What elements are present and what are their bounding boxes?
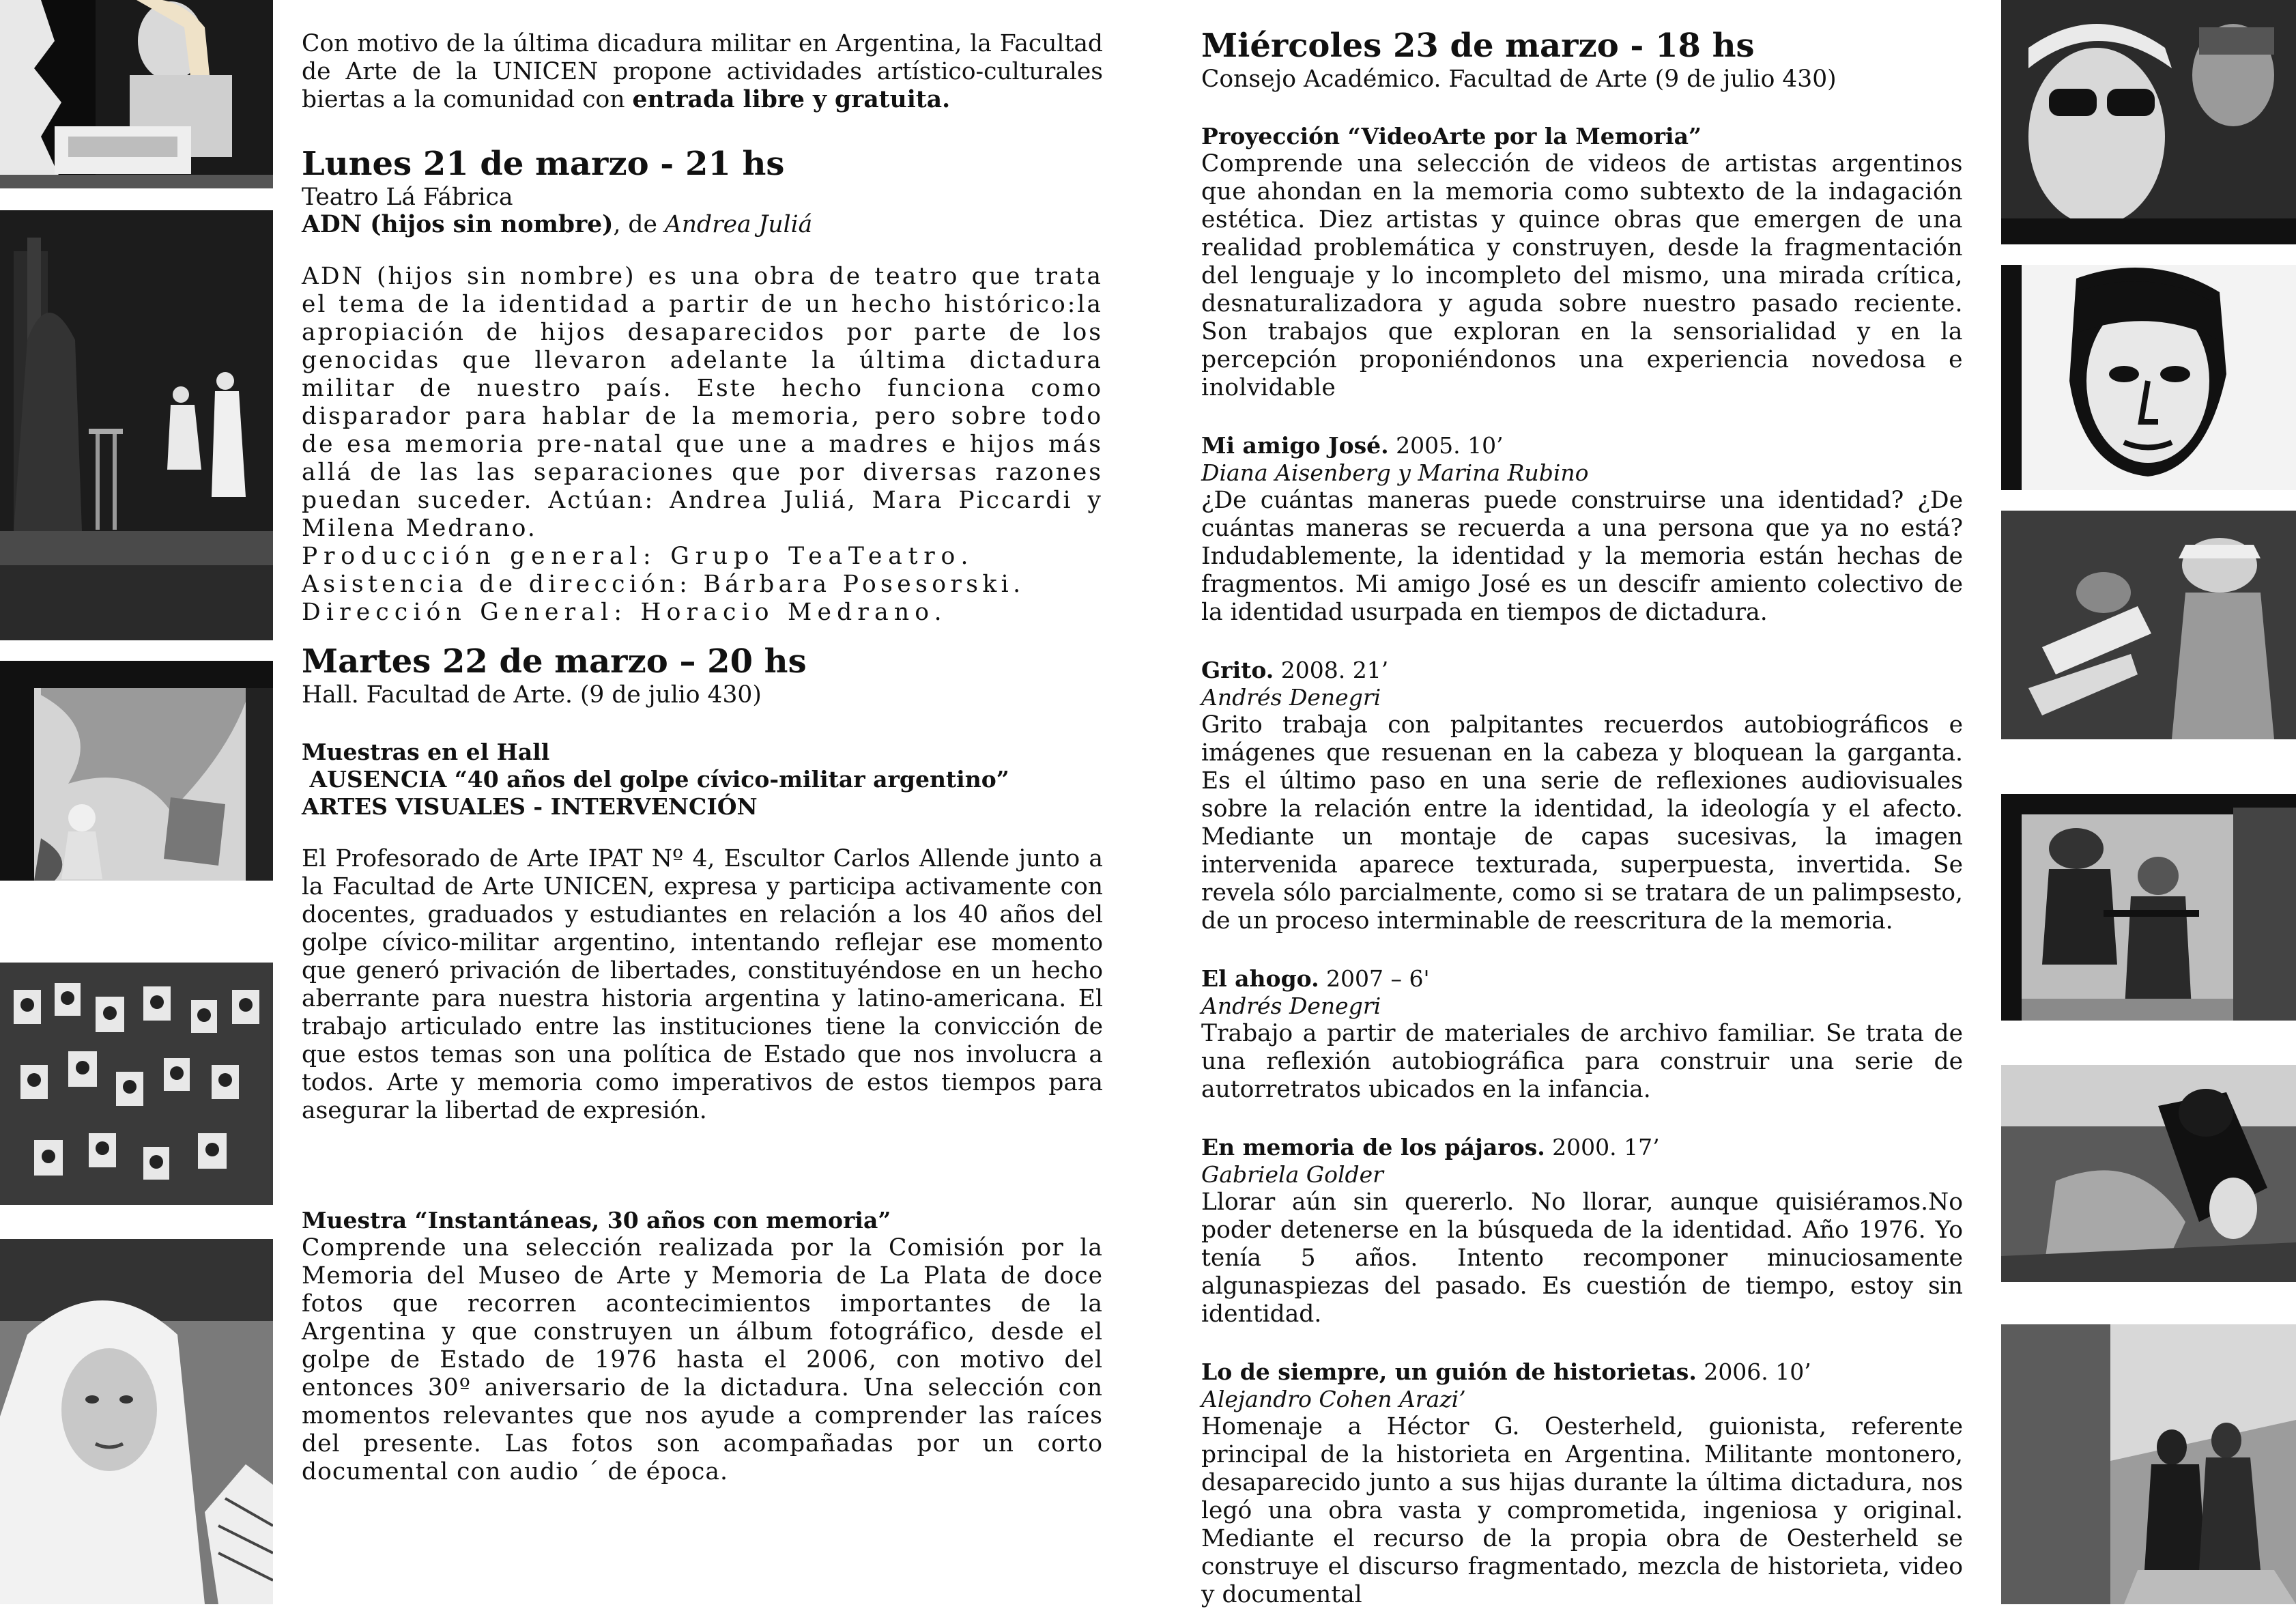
monday-body: ADN (hijos sin nombre) es una obra de teatro que trata el tema de la identidad a partir de un hecho histórico:la apropiación de hijos desaparecidos por parte de los genocidas que llevaron adelante la última dictadura militar de nuestro país. Este hecho funciona como disparador para hablar de la memoria, pero sobre todo de esa memoria pre-natal que une a madres e hijos más allá de las las separaciones que por diversas razones puedan suceder. Actúan: Andrea Juliá, Mara Piccardi y Milena Medrano. (302, 263, 1103, 542)
tuesday-venue: Hall. Facultad de Arte. (9 de julio 430) (302, 681, 762, 709)
struggle-still (2001, 1065, 2296, 1282)
instantaneas-title: Muestra “Instantáneas, 30 años con memoria” (302, 1207, 891, 1234)
street-soldiers-still (2001, 794, 2296, 1021)
film-name: El ahogo. (1201, 965, 1319, 992)
film-meta: 2005. 10’ (1388, 432, 1504, 459)
film-name: Lo de siempre, un guión de historietas. (1201, 1358, 1697, 1385)
film-meta: 2008. 21’ (1274, 657, 1389, 683)
monday-venue: Teatro Lá Fábrica (302, 184, 513, 211)
monday-credit-director: Dirección General: Horacio Medrano. (302, 599, 947, 626)
tuesday-title-3: ARTES VISUALES - INTERVENCIÓN (302, 793, 758, 820)
comic-illustration-photo (0, 661, 273, 881)
film-name: Grito. (1201, 657, 1274, 683)
film-body: ¿De cuántas maneras puede construirse una identidad? ¿De cuántas maneras se recuerda a una persona que ya no está? Indudablemente, la identidad y la memoria están hechas de fragmentos. Mi amigo José es un descifr amiento colectivo de la identidad usurpada en tiempos de dictadura. (1201, 487, 1963, 626)
film-title (1201, 657, 1963, 684)
intro-text: Con motivo de la última dicadura militar en Argentina, la Facultad de Arte de la UNICEN propone actividades artístico-culturales biertas a la comunidad con (302, 30, 1103, 113)
monday-credit-assistant: Asistencia de dirección: Bárbara Posesorski. (302, 571, 1025, 598)
film-body: Llorar aún sin quererlo. No llorar, aunque quisiéramos.No poder detenerse en la búsqueda de la identidad. Año 1976. Yo tenía 5 años. Intento recomponer minuciosamente algunaspiezas del pasado. Es cuestión de tiempo, estoy sin identidad. (1201, 1188, 1963, 1328)
right-column (1201, 26, 1963, 1609)
monday-credit-production: Producción general: Grupo TeaTeatro. (302, 543, 975, 570)
film-meta: 2007 – 6' (1319, 965, 1430, 992)
film-author: Andrés Denegri (1201, 684, 1381, 711)
film-meta: 2006. 10’ (1696, 1358, 1811, 1385)
stage-play-photo (0, 210, 273, 640)
film-title (1201, 965, 1963, 993)
projection-body: Comprende una selección de videos de artistas argentinos que ahondan en la memoria como subtexto de la indagación estética. Diez artistas y quince obras que emergen de una realidad problemática y construyen, desde la fragmentación del lenguaje y lo incompleto del mismo, una mirada crítica, desnaturalizadora y aguda sobre nuestro pasado reciente. Son trabajos que exploran en la sensorialidad y en la percepción proponiéndonos una experiencia novedosa e inolvidable (1201, 150, 1963, 401)
tuesday-title-2: AUSENCIA “40 años del golpe cívico-militar argentino” (302, 766, 1009, 793)
film-body: Grito trabaja con palpitantes recuerdos autobiográficos e imágenes que resuenan en la cabeza y bloquean la garganta. Es el último paso en una serie de reflexiones audiovisuales sobre la relación entre la identidad, la ideología y el afecto. Mediante un montaje de capas sucesivas, la imagen intervenida aparece texturada, superpuesta, invertida. Se revela sólo parcialmente, como si se tratara de un palimpsesto, de un proceso interminable de reescritura de la memoria. (1201, 711, 1963, 935)
film-name: Mi amigo José. (1201, 432, 1389, 459)
tuesday-body: El Profesorado de Arte IPAT Nº 4, Escultor Carlos Allende junto a la Facultad de Arte UNICEN, expresa y participa activamente con docentes, graduados y estudiantes en relación a los 40 años del golpe cívico-militar argentino, intentando reflejar ese momento que generó privación de libertades, constituyéndose en un hecho aberrante para nuestra historia argentina y latino-americana. El trabajo articulado entre las instituciones tiene la convicción de que estos temas son una política de Estado que nos involucra a todos. Arte y memoria como imperativos de estos tiempos para asegurar la libertad de expresión. (302, 845, 1103, 1124)
woman-sunglasses-still (2001, 0, 2296, 244)
left-column (302, 30, 1103, 1486)
monday-author: Andrea Juliá (664, 211, 813, 238)
tuesday-title-1: Muestras en el Hall (302, 739, 550, 765)
film-title (1201, 1358, 1963, 1386)
film-author: Andrés Denegri (1201, 993, 1381, 1019)
film-title (1201, 432, 1963, 459)
film-title (1201, 1134, 1963, 1161)
crowd-portraits-photo (0, 963, 273, 1205)
monday-by: , de (613, 211, 665, 238)
film-name: En memoria de los pájaros. (1201, 1134, 1545, 1161)
film-author: Alejandro Cohen Arazi’ (1201, 1386, 1466, 1412)
mother-headscarf-photo (0, 1239, 273, 1604)
monday-show-title: ADN (hijos sin nombre) (302, 211, 614, 238)
film-author: Diana Aisenberg y Marina Rubino (1201, 459, 1589, 486)
tuesday-heading: Martes 22 de marzo – 20 hs (302, 642, 807, 681)
film-body: Homenaje a Héctor G. Oesterheld, guionista, referente principal de la historieta en Argentina. Militante montonero, desaparecido junto a sus hijas durante la última dictadura, nos legó una obra vasta y comprometida, ingeniosa y original. Mediante el recurso de la propia obra de Oesterheld se construye el discurso fragmentado, mezcla de historieta, video y documental (1201, 1413, 1963, 1608)
film-body: Trabajo a partir de materiales de archivo familiar. Se trata de una reflexión autobiográfica para construir una serie de autorretratos ubicados en la infancia. (1201, 1020, 1963, 1103)
soldiers-still (2001, 511, 2296, 739)
instantaneas-body: Comprende una selección realizada por la Comisión por la Memoria del Museo de Arte y Memoria de La Plata de doce fotos que recorren acontecimientos importantes de la Argentina y que construyen un álbum fotográfico, desde el golpe de Estado de 1976 hasta el 2006, con motivo del entonces 30º aniversario de la dictadura. Una selección con momentos relevantes que nos ayude a comprender las raíces del presente. Las fotos son acompañadas por un corto documental con audio ´ de época. (302, 1234, 1103, 1485)
wednesday-venue: Consejo Académico. Facultad de Arte (9 de julio 430) (1201, 66, 1837, 93)
intro-emphasis: entrada libre y gratuita. (632, 86, 951, 113)
street-arrest-still (2001, 1324, 2296, 1604)
intro-paragraph (302, 30, 1103, 114)
film-author: Gabriela Golder (1201, 1161, 1383, 1188)
projection-title: Proyección “VideoArte por la Memoria” (1201, 123, 1702, 149)
film-meta: 2000. 17’ (1545, 1134, 1660, 1161)
monday-show-line (302, 211, 1103, 238)
woman-typewriter-photo (0, 0, 273, 188)
monday-heading: Lunes 21 de marzo - 21 hs (302, 145, 785, 183)
drawn-portrait-still (2001, 265, 2296, 490)
wednesday-heading: Miércoles 23 de marzo - 18 hs (1201, 27, 1755, 65)
